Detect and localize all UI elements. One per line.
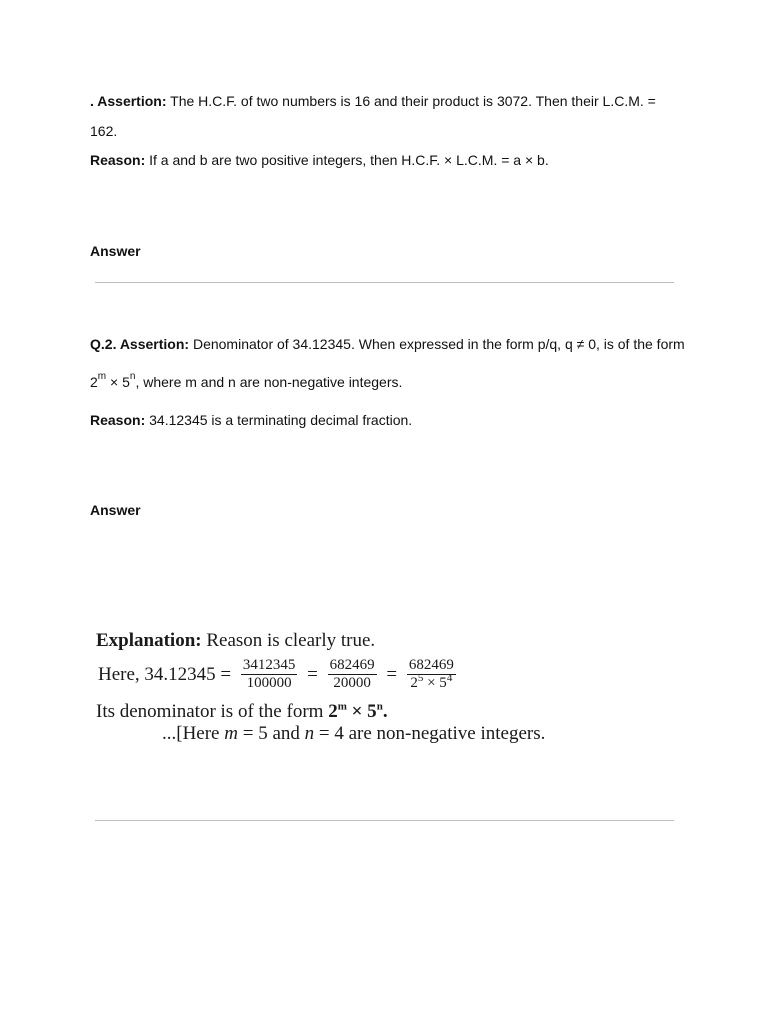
fraction-2-denominator: 20000 xyxy=(333,675,371,692)
here-m: m xyxy=(224,723,238,744)
divider-2 xyxy=(95,820,674,821)
fraction-3-den-base1: 2 xyxy=(410,675,418,692)
here-line-c: = 4 are non-negative integers. xyxy=(314,723,546,744)
here-line-b: = 5 and xyxy=(237,723,305,744)
fraction-1-numerator: 3412345 xyxy=(242,657,296,674)
q2-form-exp1: m xyxy=(97,371,107,383)
here-n: n xyxy=(304,723,315,744)
fraction-3-den-exp1: 5 xyxy=(417,672,424,685)
form-bold-exp1: m xyxy=(337,700,347,713)
form-bold-mid: × 5 xyxy=(346,701,377,722)
fraction-3 xyxy=(407,657,456,692)
q1-assertion-text: The H.C.F. of two numbers is 16 and their product is 3072. Then their L.C.M. = xyxy=(166,93,656,109)
explanation-label: Explanation: xyxy=(96,630,202,651)
q1-assertion-label: . Assertion: xyxy=(90,93,167,109)
q2-reason-label: Reason: xyxy=(90,412,146,428)
form-bold-exp2: n xyxy=(376,700,383,713)
q1-assertion-line xyxy=(90,92,656,110)
q1-answer-label xyxy=(90,242,141,260)
here-line-a: ...[Here xyxy=(162,723,225,744)
form-bold-base: 2 xyxy=(328,701,338,722)
q2-assertion-form-line xyxy=(90,373,402,391)
q1-assertion-continued xyxy=(90,122,117,140)
q2-form-base1: 2 xyxy=(90,374,98,390)
explanation-line xyxy=(96,630,375,652)
fraction-2-numerator: 682469 xyxy=(329,657,375,674)
q2-reason-line xyxy=(90,411,412,429)
explanation-text: Reason is clearly true. xyxy=(201,630,376,651)
fraction-3-den-exp2: 4 xyxy=(446,672,453,685)
q2-form-exp2: n xyxy=(129,371,136,383)
fraction-3-denominator xyxy=(407,672,456,692)
q2-assertion-line xyxy=(90,335,685,353)
q2-answer-label xyxy=(90,501,141,519)
fraction-1-denominator: 100000 xyxy=(246,675,292,692)
q1-reason-text: If a and b are two positive integers, then H.C.F. × L.C.M. = a × b. xyxy=(145,152,549,168)
fraction-3-numerator: 682469 xyxy=(408,657,454,674)
form-bold-end: . xyxy=(382,701,388,722)
fraction-2 xyxy=(328,657,377,692)
q2-assertion-text: Denominator of 34.12345. When expressed in the form p/q, q ≠ 0, is of the form xyxy=(189,336,685,352)
q2-form-rest: , where m and n are non-negative integers. xyxy=(135,374,403,390)
form-bold xyxy=(328,701,387,722)
q1-reason-label: Reason: xyxy=(90,152,146,168)
q2-assertion-label: Q.2. Assertion: xyxy=(90,336,190,352)
q1-assertion-cont: 162. xyxy=(90,123,118,139)
explanation-denominator-line xyxy=(96,701,388,723)
q1-reason-line xyxy=(90,151,549,169)
divider-1 xyxy=(95,282,674,283)
equals-sign-2: = xyxy=(386,663,398,685)
explanation-equation xyxy=(96,654,459,695)
fraction-1 xyxy=(241,657,298,692)
equals-sign-1: = xyxy=(307,663,318,685)
denominator-text: Its denominator is of the form xyxy=(96,701,329,722)
q2-reason-text: 34.12345 is a terminating decimal fraction. xyxy=(145,412,413,428)
q1-answer-text: Answer xyxy=(90,243,141,259)
equation-prefix: Here, 34.12345 = xyxy=(98,663,232,685)
fraction-3-den-mid: × 5 xyxy=(423,675,447,692)
q2-form-mid: × 5 xyxy=(106,374,130,390)
q2-answer-text: Answer xyxy=(90,502,141,518)
explanation-here-line xyxy=(162,723,545,745)
